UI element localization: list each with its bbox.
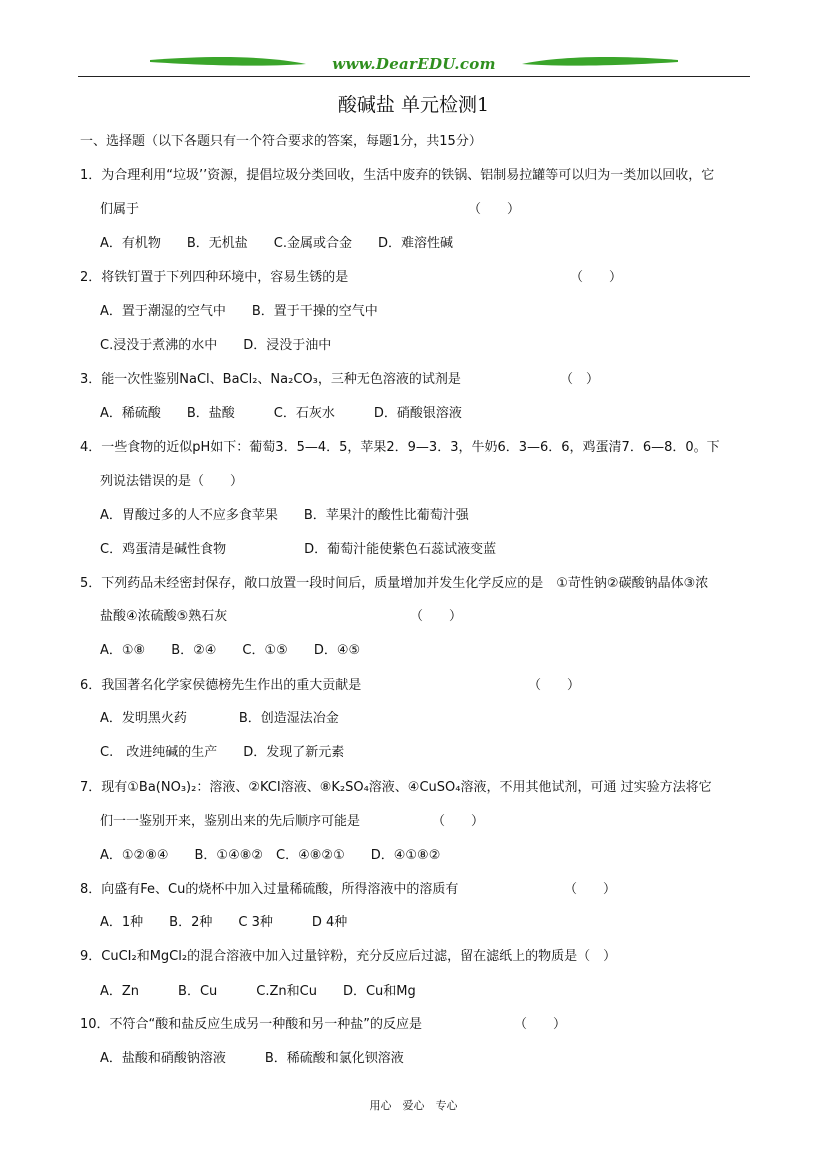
question-6-stem: 6．我国著名化学家侯德榜先生作出的重大贡献是 (80, 678, 362, 693)
question-9-options: A．Zn B．Cu C.Zn和Cu D．Cu和Mg (100, 984, 416, 999)
question-6-options-row2: C. 改进纯碱的生产 D．发现了新元素 (100, 745, 345, 760)
question-2-options-row2: C.浸没于煮沸的水中 D．浸没于油中 (100, 338, 332, 353)
question-2-options-row1: A．置于潮湿的空气中 B．置于干操的空气中 (100, 304, 378, 319)
site-url: www.DearEDU.com (332, 55, 496, 73)
question-10-options: A．盐酸和硝酸钠溶液 B．稀硫酸和氯化钡溶液 (100, 1051, 404, 1066)
question-1-options: A．有机物 B．无机盐 C.金属或合金 D．难溶性碱 (100, 236, 454, 251)
page-footer: 用心 爱心 专心 (369, 1099, 458, 1112)
question-4-stem: 4．一些食物的近似pH如下：葡萄3．5—4．5，苹果2．9—3．3，牛奶6．3—6．6，鸡蛋清7．6—8．0。下 (80, 440, 720, 455)
question-8-options: A．1种 B．2种 C 3种 D 4种 (100, 915, 348, 930)
question-4-options-row2: C．鸡蛋清是碱性食物 D．葡萄汁能使紫色石蕊试液变蓝 (100, 542, 497, 557)
question-5-options: A．①⑧ B．②④ C．①⑤ D．④⑤ (100, 643, 361, 658)
question-7-options: A．①②⑧④ B．①④⑧② C．④⑧②① D．④①⑧② (100, 848, 441, 863)
question-6-options-row1: A．发明黑火药 B．创造湿法冶金 (100, 711, 339, 726)
question-5-stem: 5．下列药品未经密封保存，敞口放置一段时间后，质量增加并发生化学反应的是 ①苛性钠②碳酸钠晶体③浓 (80, 576, 709, 591)
question-8-answer-blank: （ ） (564, 882, 617, 897)
question-2-answer-blank: （ ） (570, 270, 623, 285)
page-title: 酸碱盐 单元检测1 (337, 94, 490, 116)
question-5-answer-blank: （ ） (410, 609, 463, 624)
question-4-stem-cont: 列说法错误的是（ ） (100, 474, 244, 489)
question-1-stem-cont: 们属于 (100, 202, 140, 217)
question-4-options-row1: A．胃酸过多的人不应多食苹果 B．苹果汁的酸性比葡萄汁强 (100, 508, 469, 523)
question-7-stem-cont: 们一一鉴别开来，鉴别出来的先后顺序可能是 (100, 814, 361, 829)
question-3-answer-blank: （ ） (560, 372, 600, 387)
question-2-stem: 2．将铁钉置于下列四种环境中，容易生锈的是 (80, 270, 349, 285)
section-heading: 一、选择题（以下各题只有一个符合要求的答案，每题1分，共15分） (80, 134, 482, 149)
question-5-stem-cont: 盐酸④浓硫酸⑤熟石灰 (100, 609, 228, 624)
question-8-stem: 8．向盛有Fe、Cu的烧杯中加入过量稀硫酸，所得溶液中的溶质有 (80, 882, 459, 897)
question-6-answer-blank: （ ） (528, 678, 581, 693)
question-1-answer-blank: （ ） (468, 202, 521, 217)
question-9-stem: 9．CuCI₂和MgCl₂的混合溶液中加入过量锌粉，充分反应后过滤，留在滤纸上的物质是（ ） (80, 949, 617, 964)
question-3-options: A．稀硫酸 B．盐酸 C．石灰水 D．硝酸银溶液 (100, 406, 462, 421)
question-1-stem: 1．为合理利用“垃圾’’资源，提倡垃圾分类回收，生活中废弃的铁锅、铝制易拉罐等可以归为一类加以回收，它 (80, 168, 715, 183)
question-3-stem: 3．能一次性鉴别NaCl、BaCl₂、Na₂CO₃，三种无色溶液的试剂是 (80, 372, 461, 387)
question-7-answer-blank: （ ） (432, 814, 485, 829)
question-7-stem: 7．现有①Ba(NO₃)₂：溶液、②KCI溶液、⑧K₂SO₄溶液、④CuSO₄溶液，不用其他试剂，可通 过实验方法将它 (80, 780, 712, 795)
question-10-answer-blank: （ ） (514, 1017, 567, 1032)
header-rule (78, 76, 750, 77)
question-10-stem: 10．不符合“酸和盐反应生成另一种酸和另一种盐”的反应是 (80, 1017, 423, 1032)
